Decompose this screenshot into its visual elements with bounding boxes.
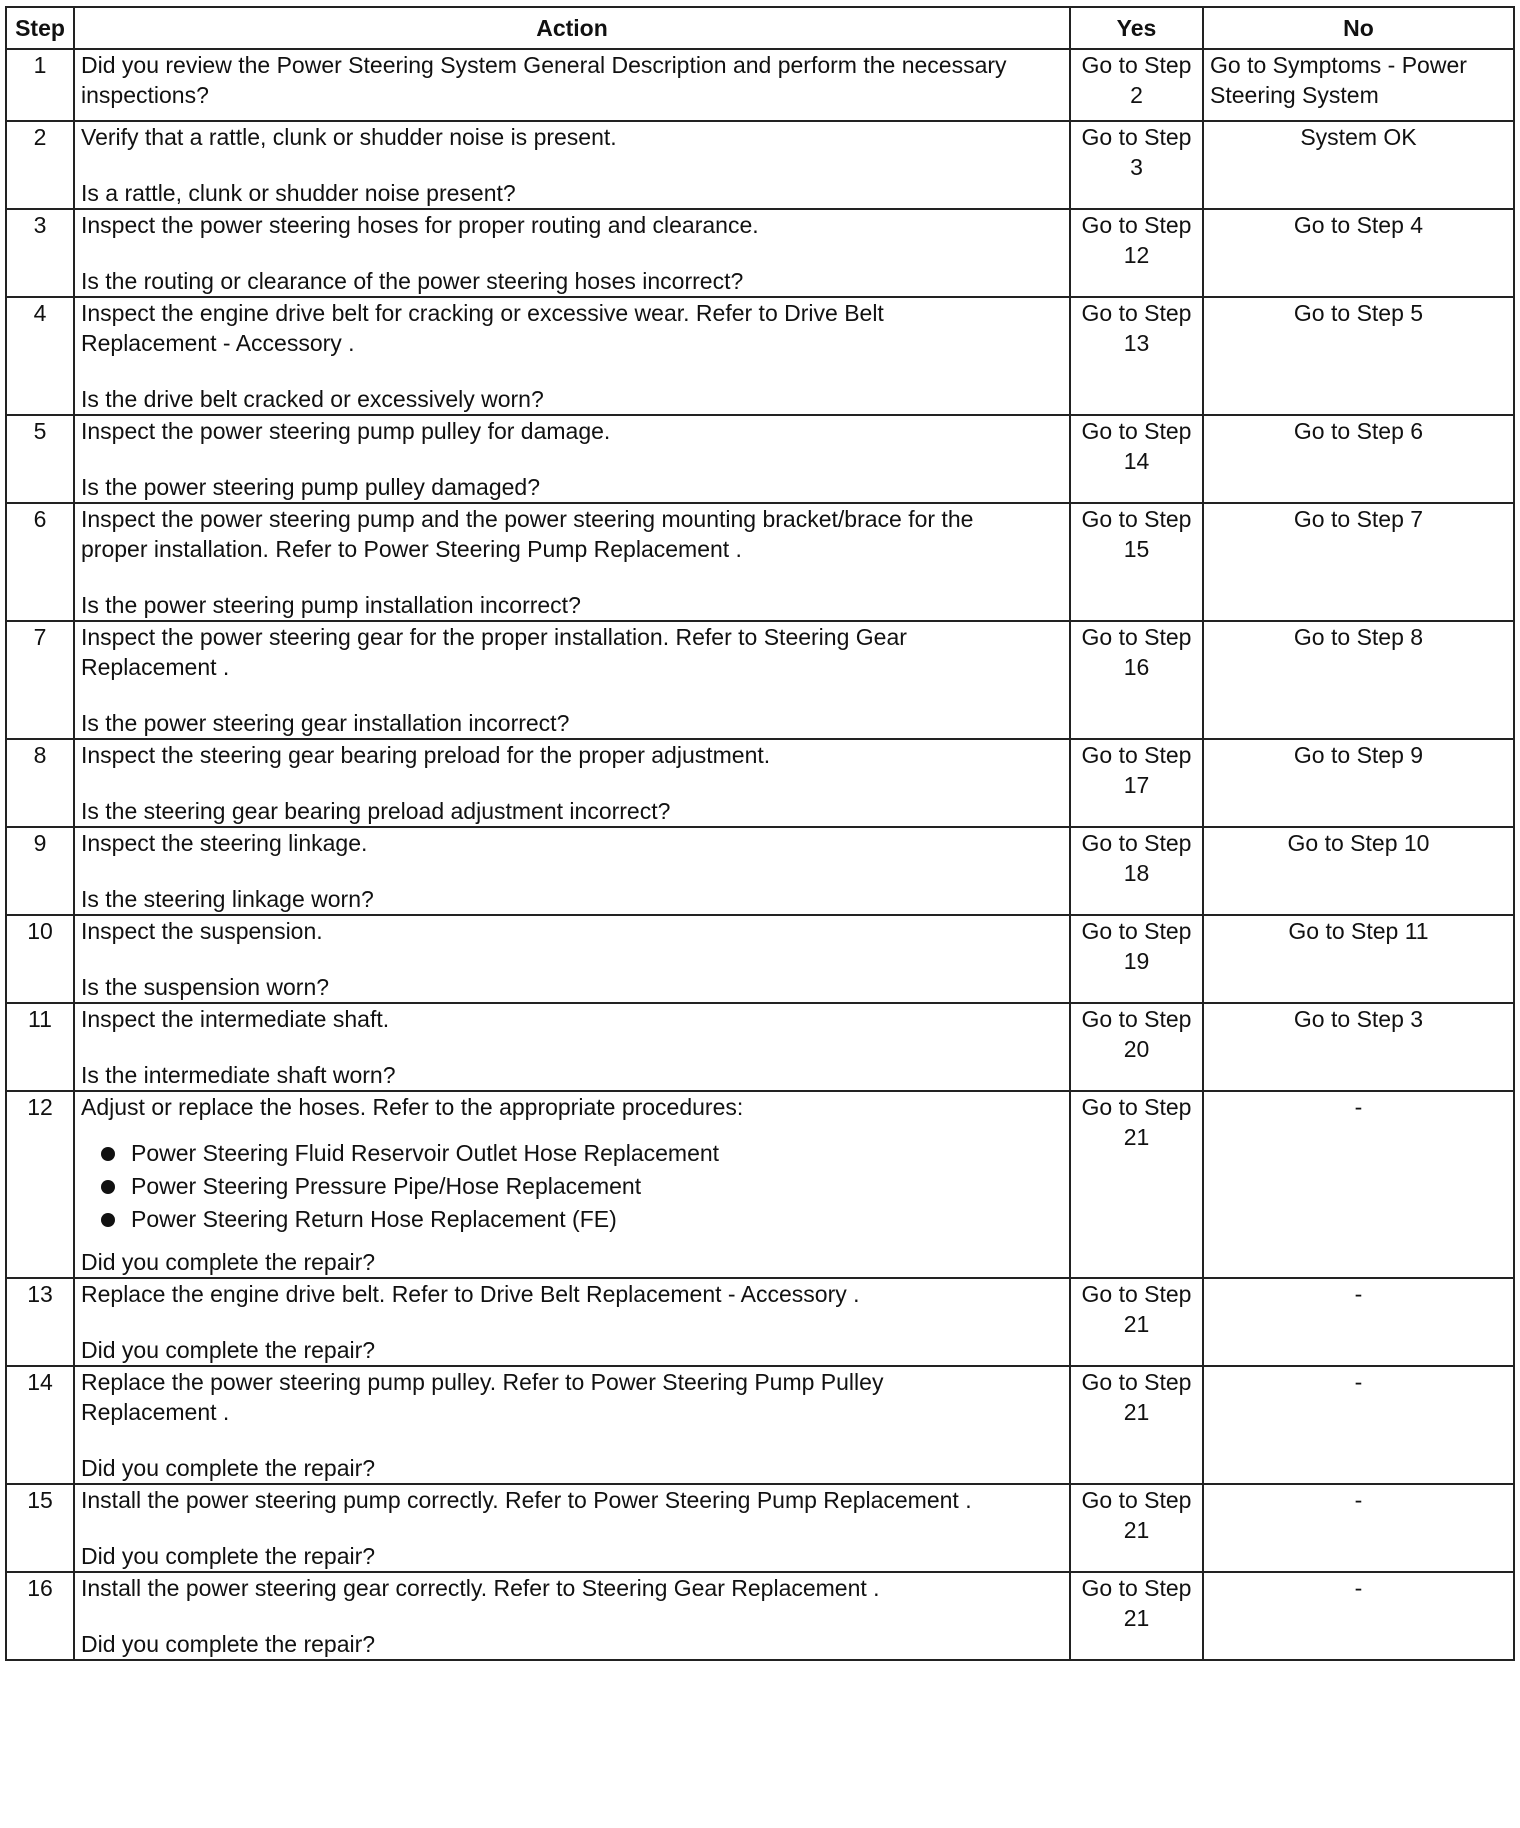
action-cell: [74, 1484, 1070, 1572]
yes-goto-link[interactable]: 21: [1123, 1517, 1150, 1543]
spacer: [81, 770, 1063, 796]
action-text: Inspect the intermediate shaft.: [81, 1006, 390, 1032]
yes-goto-link[interactable]: Go to Step: [1081, 506, 1192, 532]
table-row: [6, 739, 1514, 827]
table-row: [6, 827, 1514, 915]
no-cell: [1203, 827, 1514, 915]
yes-goto-link[interactable]: 20: [1123, 1036, 1150, 1062]
no-cell: [1203, 1091, 1514, 1278]
yes-cell: [1070, 1091, 1203, 1278]
procedure-link[interactable]: Power Steering Pressure Pipe/Hose Replacement: [81, 1171, 1063, 1204]
procedure-link[interactable]: Power Steering Return Hose Replacement (FE): [81, 1204, 1063, 1237]
no-cell: [1203, 415, 1514, 503]
step-number: 2: [6, 121, 74, 209]
no-goto-link[interactable]: Go to Step 10: [1287, 830, 1430, 856]
yes-goto-link[interactable]: 3: [1130, 154, 1143, 180]
yes-cell: [1070, 1484, 1203, 1572]
spacer: [81, 1515, 1063, 1541]
yes-goto-link[interactable]: Go to Step: [1081, 742, 1192, 768]
table-row: [6, 915, 1514, 1003]
step-number: 9: [6, 827, 74, 915]
spacer: [81, 1427, 1063, 1453]
action-text: Install the power steering gear correctly. Refer to Steering Gear Replacement .: [81, 1575, 880, 1601]
yes-goto-link[interactable]: 19: [1123, 948, 1150, 974]
action-cell: [74, 1366, 1070, 1484]
step-number: 13: [6, 1278, 74, 1366]
action-text: Inspect the power steering hoses for proper routing and clearance.: [81, 212, 759, 238]
step-number: 4: [6, 297, 74, 415]
step-number: 3: [6, 209, 74, 297]
action-cell: [74, 1003, 1070, 1091]
yes-goto-link[interactable]: Go to Step: [1081, 830, 1192, 856]
table-row: [6, 1366, 1514, 1484]
header-yes: Yes: [1070, 7, 1203, 49]
no-cell: [1203, 121, 1514, 209]
yes-goto-link[interactable]: Go to Step: [1081, 1575, 1192, 1601]
action-text: Did you review the Power Steering System General Description and perform the necessary inspections?: [81, 52, 1007, 108]
no-goto-link[interactable]: Go to Step 6: [1293, 418, 1424, 444]
table-row: [6, 621, 1514, 739]
action-cell: [74, 121, 1070, 209]
no-goto-link[interactable]: Go to Symptoms - Power: [1210, 52, 1467, 78]
spacer: [81, 446, 1063, 472]
yes-cell: [1070, 49, 1203, 121]
step-number: 5: [6, 415, 74, 503]
no-goto-link[interactable]: Go to Step 7: [1293, 506, 1424, 532]
step-number: 7: [6, 621, 74, 739]
yes-goto-link[interactable]: 2: [1130, 82, 1143, 108]
yes-cell: [1070, 503, 1203, 621]
no-cell: [1203, 49, 1514, 121]
action-cell: [74, 415, 1070, 503]
no-goto-link[interactable]: Go to Step 8: [1293, 624, 1424, 650]
action-question: Did you complete the repair?: [81, 1249, 376, 1275]
step-number: 8: [6, 739, 74, 827]
yes-goto-link[interactable]: 14: [1123, 448, 1150, 474]
yes-cell: [1070, 915, 1203, 1003]
action-cell: [74, 297, 1070, 415]
spacer: [81, 1603, 1063, 1629]
yes-goto-link[interactable]: 15: [1123, 536, 1150, 562]
action-text: Inspect the power steering pump and the power steering mounting bracket/brace for the: [81, 506, 974, 532]
yes-cell: [1070, 621, 1203, 739]
no-cell: [1203, 1572, 1514, 1660]
no-goto-link: -: [1354, 1369, 1363, 1395]
action-text: Replace the engine drive belt. Refer to Drive Belt Replacement - Accessory .: [81, 1281, 860, 1307]
no-goto-link[interactable]: System OK: [1300, 124, 1417, 150]
table-row: [6, 209, 1514, 297]
action-text: Replacement .: [81, 1399, 230, 1425]
header-row: [6, 7, 1514, 49]
spacer: [81, 358, 1063, 384]
step-number: 16: [6, 1572, 74, 1660]
yes-goto-link[interactable]: Go to Step: [1081, 1369, 1192, 1395]
no-cell: [1203, 739, 1514, 827]
no-goto-link: -: [1354, 1281, 1363, 1307]
action-question: Is the routing or clearance of the power steering hoses incorrect?: [81, 268, 744, 294]
yes-cell: [1070, 827, 1203, 915]
no-goto-link[interactable]: Steering System: [1210, 82, 1379, 108]
table-row: [6, 1572, 1514, 1660]
action-text: Install the power steering pump correctly. Refer to Power Steering Pump Replacement .: [81, 1487, 972, 1513]
step-number: 1: [6, 49, 74, 121]
no-cell: [1203, 209, 1514, 297]
procedure-list: [81, 1138, 1063, 1237]
action-question: Did you complete the repair?: [81, 1543, 376, 1569]
yes-cell: [1070, 121, 1203, 209]
step-number: 12: [6, 1091, 74, 1278]
action-question: Is the steering linkage worn?: [81, 886, 374, 912]
yes-goto-link[interactable]: 16: [1123, 654, 1150, 680]
no-goto-link: -: [1354, 1094, 1363, 1120]
step-number: 15: [6, 1484, 74, 1572]
spacer: [81, 1034, 1063, 1060]
yes-goto-link[interactable]: Go to Step: [1081, 1006, 1192, 1032]
spacer: [81, 1309, 1063, 1335]
yes-goto-link[interactable]: 18: [1123, 860, 1150, 886]
spacer: [81, 946, 1063, 972]
yes-goto-link[interactable]: 12: [1123, 242, 1150, 268]
table-row: [6, 1484, 1514, 1572]
no-goto-link[interactable]: Go to Step 4: [1293, 212, 1424, 238]
yes-cell: [1070, 1003, 1203, 1091]
yes-goto-link[interactable]: Go to Step: [1081, 624, 1192, 650]
no-goto-link[interactable]: Go to Step 9: [1293, 742, 1424, 768]
action-question: Did you complete the repair?: [81, 1337, 376, 1363]
yes-goto-link[interactable]: 21: [1123, 1124, 1150, 1150]
yes-goto-link[interactable]: Go to Step: [1081, 124, 1192, 150]
yes-goto-link[interactable]: 17: [1123, 772, 1150, 798]
table-row: [6, 121, 1514, 209]
no-cell: [1203, 1366, 1514, 1484]
table-body: [6, 49, 1514, 1660]
action-question: Is the power steering gear installation incorrect?: [81, 710, 570, 736]
action-text: Verify that a rattle, clunk or shudder noise is present.: [81, 124, 617, 150]
no-cell: [1203, 297, 1514, 415]
action-text: Inspect the steering gear bearing preload for the proper adjustment.: [81, 742, 771, 768]
yes-goto-link[interactable]: Go to Step: [1081, 1487, 1192, 1513]
yes-goto-link[interactable]: Go to Step: [1081, 918, 1192, 944]
action-cell: [74, 503, 1070, 621]
no-cell: [1203, 1278, 1514, 1366]
action-cell: [74, 827, 1070, 915]
action-text: proper installation. Refer to Power Steering Pump Replacement .: [81, 536, 742, 562]
action-text: Inspect the suspension.: [81, 918, 323, 944]
table-row: [6, 297, 1514, 415]
no-goto-link[interactable]: Go to Step 3: [1293, 1006, 1424, 1032]
action-question: Is the suspension worn?: [81, 974, 330, 1000]
table-row: [6, 1091, 1514, 1278]
action-cell: [74, 739, 1070, 827]
header-step: Step: [6, 7, 74, 49]
step-number: 11: [6, 1003, 74, 1091]
action-text: Inspect the power steering pump pulley for damage.: [81, 418, 611, 444]
no-goto-link[interactable]: Go to Step 11: [1288, 918, 1429, 944]
header-no: No: [1203, 7, 1514, 49]
yes-goto-link[interactable]: Go to Step: [1081, 418, 1192, 444]
action-cell: [74, 49, 1070, 121]
yes-goto-link[interactable]: 21: [1123, 1399, 1150, 1425]
action-text: Inspect the steering linkage.: [81, 830, 368, 856]
yes-cell: [1070, 1278, 1203, 1366]
yes-goto-link[interactable]: Go to Step: [1081, 1281, 1192, 1307]
action-question: Is the power steering pump pulley damaged?: [81, 474, 541, 500]
action-text: Adjust or replace the hoses. Refer to the appropriate procedures:: [81, 1094, 744, 1120]
yes-goto-link[interactable]: 13: [1123, 330, 1150, 356]
action-text: Replacement - Accessory .: [81, 330, 355, 356]
yes-cell: [1070, 415, 1203, 503]
action-cell: [74, 209, 1070, 297]
no-cell: [1203, 1484, 1514, 1572]
yes-goto-link[interactable]: 21: [1123, 1311, 1150, 1337]
action-question: Is the drive belt cracked or excessively worn?: [81, 386, 544, 412]
action-question: Is the steering gear bearing preload adjustment incorrect?: [81, 798, 671, 824]
action-text: Inspect the engine drive belt for cracking or excessive wear. Refer to Drive Belt: [81, 300, 884, 326]
action-question: Did you complete the repair?: [81, 1455, 376, 1481]
spacer: [81, 858, 1063, 884]
spacer: [81, 564, 1063, 590]
table-row: [6, 1003, 1514, 1091]
yes-goto-link[interactable]: 21: [1123, 1605, 1150, 1631]
no-cell: [1203, 915, 1514, 1003]
action-text: Inspect the power steering gear for the proper installation. Refer to Steering Gear: [81, 624, 907, 650]
header-action: Action: [74, 7, 1070, 49]
no-goto-link: -: [1354, 1487, 1363, 1513]
no-cell: [1203, 1003, 1514, 1091]
action-question: Is the power steering pump installation incorrect?: [81, 592, 581, 618]
table-row: [6, 503, 1514, 621]
yes-goto-link[interactable]: Go to Step: [1081, 1094, 1192, 1120]
action-cell: [74, 1572, 1070, 1660]
table-row: [6, 49, 1514, 121]
no-cell: [1203, 621, 1514, 739]
no-cell: [1203, 503, 1514, 621]
table-row: [6, 1278, 1514, 1366]
diagnostic-table: [5, 6, 1515, 1661]
spacer: [81, 682, 1063, 708]
spacer: [81, 152, 1063, 178]
action-cell: [74, 1091, 1070, 1278]
yes-cell: [1070, 297, 1203, 415]
table-row: [6, 415, 1514, 503]
yes-goto-link[interactable]: Go to Step: [1081, 300, 1192, 326]
spacer: [81, 240, 1063, 266]
yes-cell: [1070, 1572, 1203, 1660]
action-question: Did you complete the repair?: [81, 1631, 376, 1657]
yes-goto-link[interactable]: Go to Step: [1081, 52, 1192, 78]
no-goto-link[interactable]: Go to Step 5: [1293, 300, 1424, 326]
step-number: 6: [6, 503, 74, 621]
no-goto-link: -: [1354, 1575, 1363, 1601]
action-cell: [74, 621, 1070, 739]
procedure-link[interactable]: Power Steering Fluid Reservoir Outlet Hose Replacement: [81, 1138, 1063, 1171]
action-cell: [74, 915, 1070, 1003]
step-number: 10: [6, 915, 74, 1003]
action-cell: [74, 1278, 1070, 1366]
yes-goto-link[interactable]: Go to Step: [1081, 212, 1192, 238]
yes-cell: [1070, 209, 1203, 297]
yes-cell: [1070, 1366, 1203, 1484]
step-number: 14: [6, 1366, 74, 1484]
yes-cell: [1070, 739, 1203, 827]
action-question: Is a rattle, clunk or shudder noise present?: [81, 180, 516, 206]
action-question: Is the intermediate shaft worn?: [81, 1062, 396, 1088]
action-text: Replacement .: [81, 654, 230, 680]
action-text: Replace the power steering pump pulley. Refer to Power Steering Pump Pulley: [81, 1369, 884, 1395]
